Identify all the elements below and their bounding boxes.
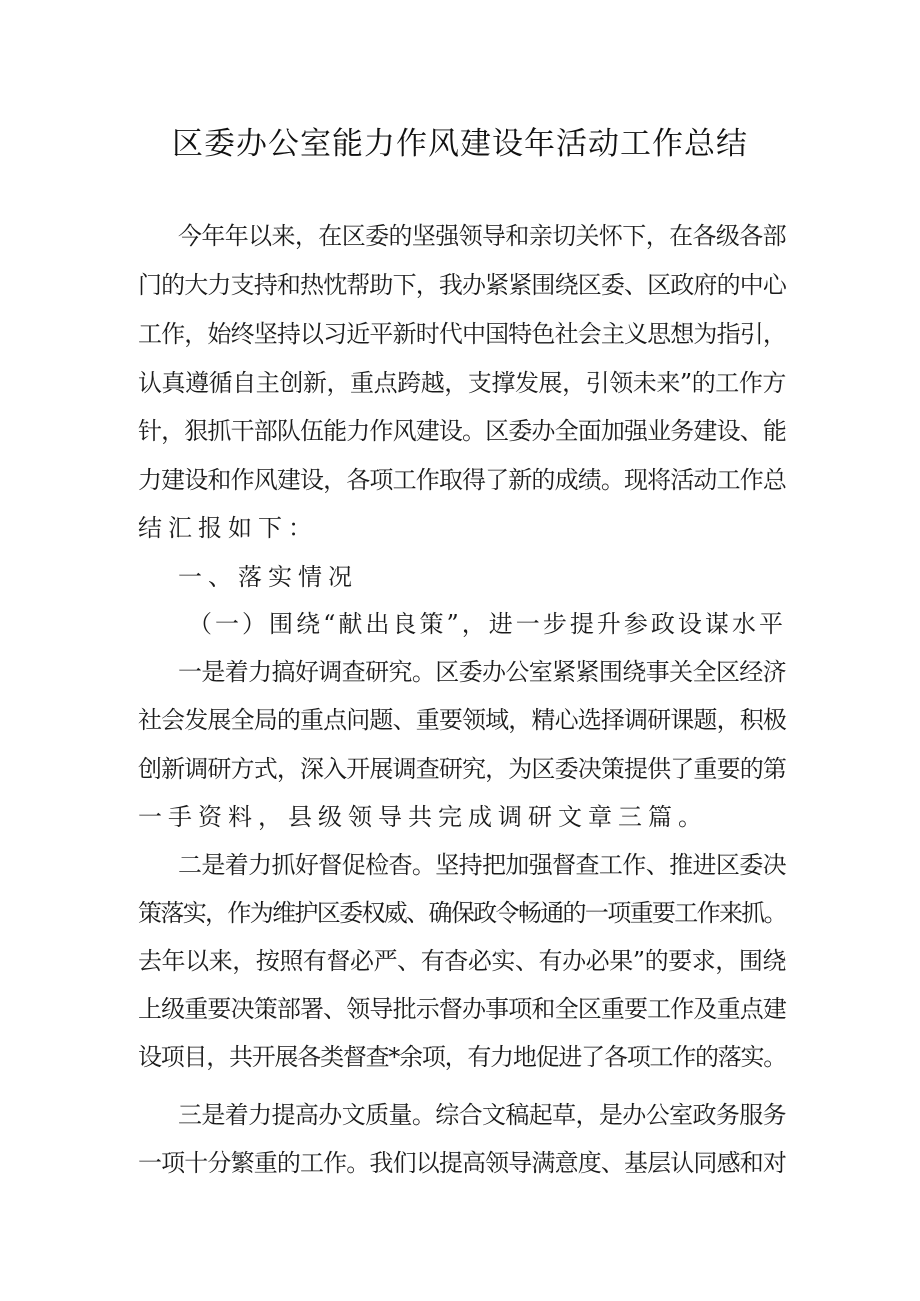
paragraph-line: 社会发展全局的重点问题、重要领域，精心选择调研课题，积极 — [138, 706, 786, 734]
paragraph-line: 力建设和作风建设，各项工作取得了新的成绩。现将活动工作总 — [138, 466, 786, 494]
paragraph-line: 一是着力搞好调查研究。区委办公室紧紧围绕事关全区经济 — [178, 658, 786, 686]
paragraph-line: 一手资料，县级领导共完成调研文章三篇。 — [138, 803, 708, 831]
paragraph-line: 针，狠抓干部队伍能力作风建设。区委办全面加强业务建设、能 — [138, 417, 786, 445]
paragraph-line: 去年以来，按照有督必严、有杳必实、有办必果”的要求，围绕 — [138, 947, 786, 975]
paragraph-line: 二是着力抓好督促检杳。坚持把加强督查工作、推进区委决 — [178, 851, 786, 879]
paragraph-line: 门的大力支持和热忱帮助下，我办紧紧围绕区委、区政府的中心 — [138, 271, 786, 299]
paragraph-line: 今年年以来，在区委的坚强领导和亲切关怀下，在各级各部 — [178, 222, 786, 250]
paragraph-line: 结汇报如下： — [138, 514, 318, 542]
document-title: 区委办公室能力作风建设年活动工作总结 — [172, 126, 748, 162]
paragraph-line: 三是着力提高办文质量。综合文稿起草，是办公室政务服务 — [178, 1101, 786, 1129]
paragraph-line: 工作，始终坚持以习近平新时代中国特色社会主义思想为指引， — [138, 320, 786, 348]
paragraph-line: 创新调研方式，深入开展调查研究，为区委决策提供了重要的第 — [138, 755, 786, 783]
paragraph-line: 设项目，共开展各类督查*余项，有力地促进了各项工作的落实。 — [138, 1043, 786, 1071]
paragraph-line: 上级重要决策部署、领导批示督办事项和全区重要工作及重点建 — [138, 995, 786, 1023]
paragraph-line: 一项十分繁重的工作。我们以提高领导满意度、基层认同感和对 — [138, 1149, 786, 1177]
paragraph-line: 策落实，作为维护区委权威、确保政令畅通的一项重要工作来抓。 — [138, 899, 786, 927]
subsection-heading: （一）围绕“献出良策”，进一步提升参政设谋水平 — [188, 610, 786, 638]
paragraph-line: 认真遵循自主创新，重点跨越，支撑发展，引领未来”的工作方 — [138, 369, 786, 397]
section-heading: 一、落实情况 — [178, 563, 358, 591]
